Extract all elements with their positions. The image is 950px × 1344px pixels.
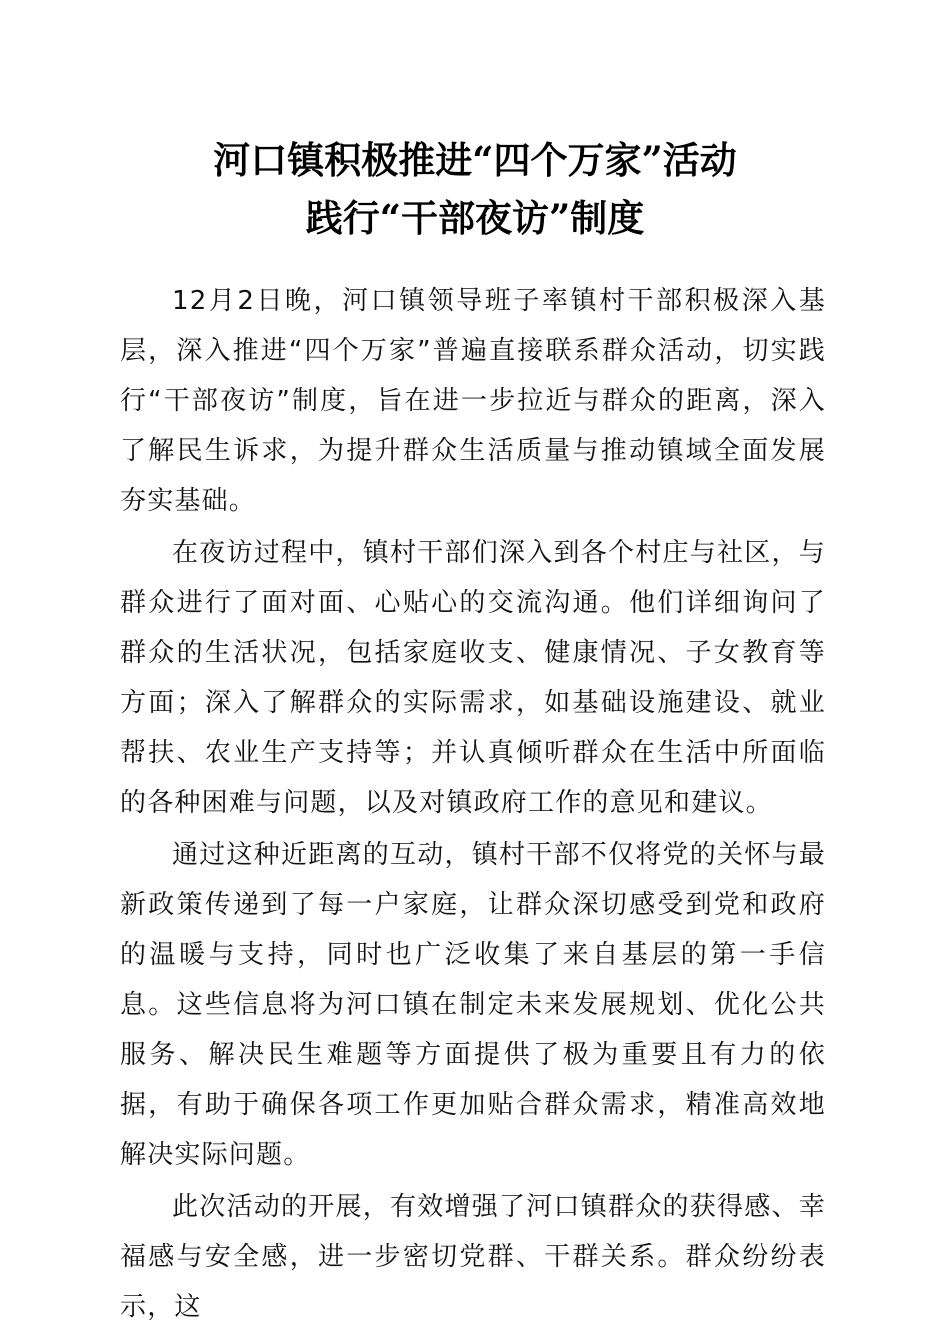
- document-title-line-2: 践行“干部夜访”制度: [305, 196, 645, 240]
- paragraph-2: 在夜访过程中，镇村干部们深入到各个村庄与社区，与群众进行了面对面、心贴心的交流沟通。他们详细询问了群众的生活状况，包括家庭收支、健康情况、子女教育等方面；深入了解群众的实际需求，如基础设施建设、就业帮扶、农业生产支持等；并认真倾听群众在生活中所面临的各种困难与问题，以及对镇政府工作的意见和建议。: [120, 538, 826, 818]
- paragraph-3: 通过这种近距离的互动，镇村干部不仅将党的关怀与最新政策传递到了每一户家庭，让群众深切感受到党和政府的温暖与支持，同时也广泛收集了来自基层的第一手信息。这些信息将为河口镇在制定未来发展规划、优化公共服务、解决民生难题等方面提供了极为重要且有力的依据，有助于确保各项工作更加贴合群众需求，精准高效地解决实际问题。: [120, 840, 826, 1170]
- paragraph-1: 12月2日晚，河口镇领导班子率镇村干部积极深入基层，深入推进“四个万家”普遍直接联系群众活动，切实践行“干部夜访”制度，旨在进一步拉近与群众的距离，深入了解民生诉求，为提升群众生活质量与推动镇域全面发展夯实基础。: [120, 286, 826, 516]
- document-title-line-1: 河口镇积极推进“四个万家”活动: [213, 138, 737, 182]
- paragraph-4: 此次活动的开展，有效增强了河口镇群众的获得感、幸福感与安全感，进一步密切党群、干群关系。群众纷纷表示，这: [120, 1192, 826, 1322]
- document-body: [120, 276, 826, 1332]
